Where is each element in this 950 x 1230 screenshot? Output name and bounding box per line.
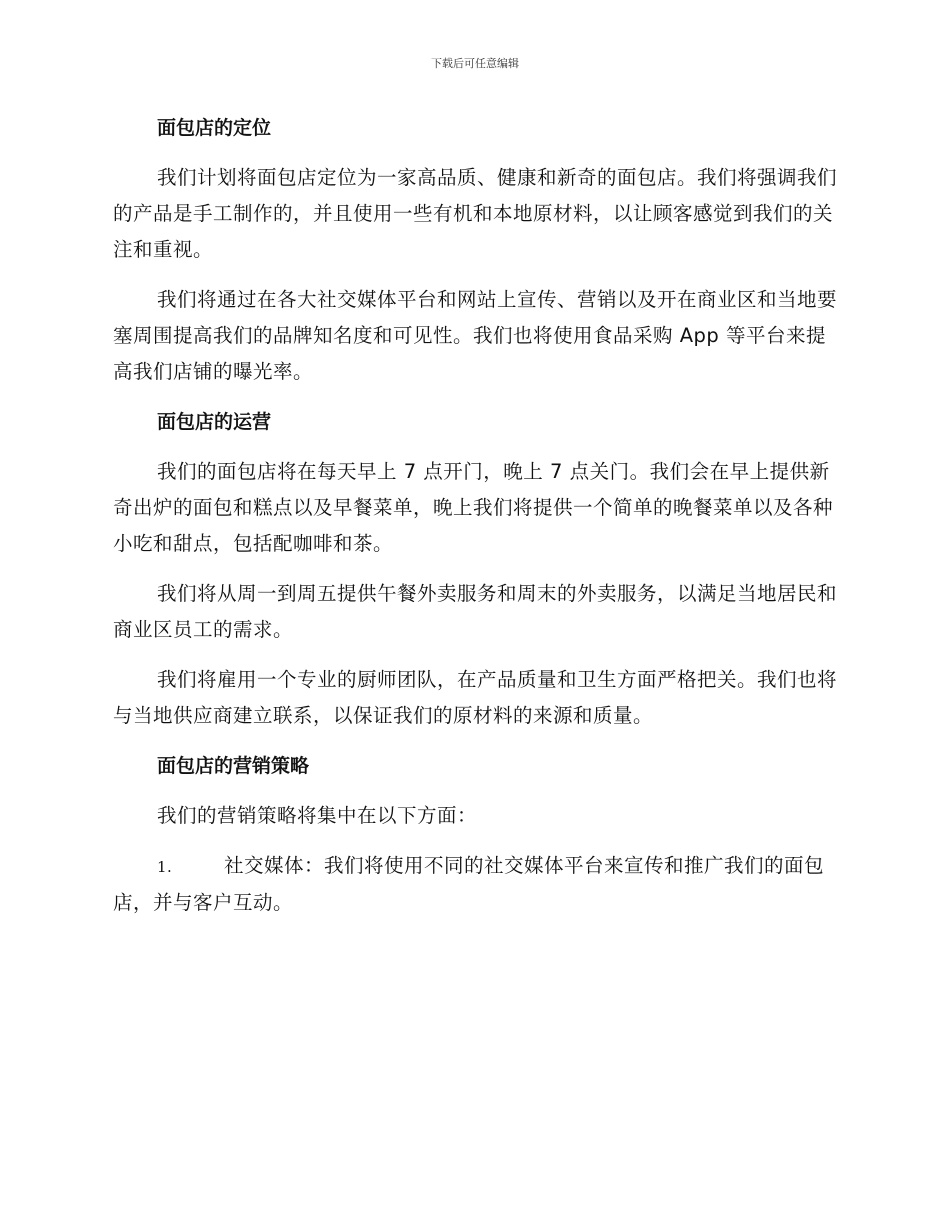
section-heading-positioning: 面包店的定位: [157, 117, 272, 139]
paragraph: 我们的面包店将在每天早上 7 点开门，晚上 7 点关门。我们会在早上提供新奇出炉的面包和糕点以及早餐菜单，晚上我们将提供一个简单的晚餐菜单以及各种小吃和甜点，包括配咖啡和茶。: [113, 460, 834, 555]
paragraph: 我们的营销策略将集中在以下方面：: [157, 804, 478, 827]
section-heading-marketing: 面包店的营销策略: [157, 755, 310, 777]
paragraph: 我们将从周一到周五提供午餐外卖服务和周末的外卖服务，以满足当地居民和商业区员工的需求。: [113, 582, 838, 641]
section-heading-operations: 面包店的运营: [157, 411, 272, 433]
header-note: 下载后可任意编辑: [431, 57, 519, 70]
paragraph: 我们计划将面包店定位为一家高品质、健康和新奇的面包店。我们将强调我们的产品是手工制作的，并且使用一些有机和本地原材料，以让顾客感觉到我们的关注和重视。: [113, 166, 838, 261]
list-item: [113, 848, 837, 921]
document-body: [113, 110, 837, 921]
list-item-text: 社交媒体：我们将使用不同的社交媒体平台来宣传和推广我们的面包店，并与客户互动。: [113, 854, 825, 914]
paragraph: 我们将雇用一个专业的厨师团队，在产品质量和卫生方面严格把关。我们也将与当地供应商建立联系，以保证我们的原材料的来源和质量。: [113, 668, 838, 727]
list-item-number: 1.: [157, 858, 173, 876]
paragraph: 我们将通过在各大社交媒体平台和网站上宣传、营销以及开在商业区和当地要塞周围提高我们的品牌知名度和可见性。我们也将使用食品采购 App 等平台来提高我们店铺的曝光率。: [113, 288, 838, 383]
